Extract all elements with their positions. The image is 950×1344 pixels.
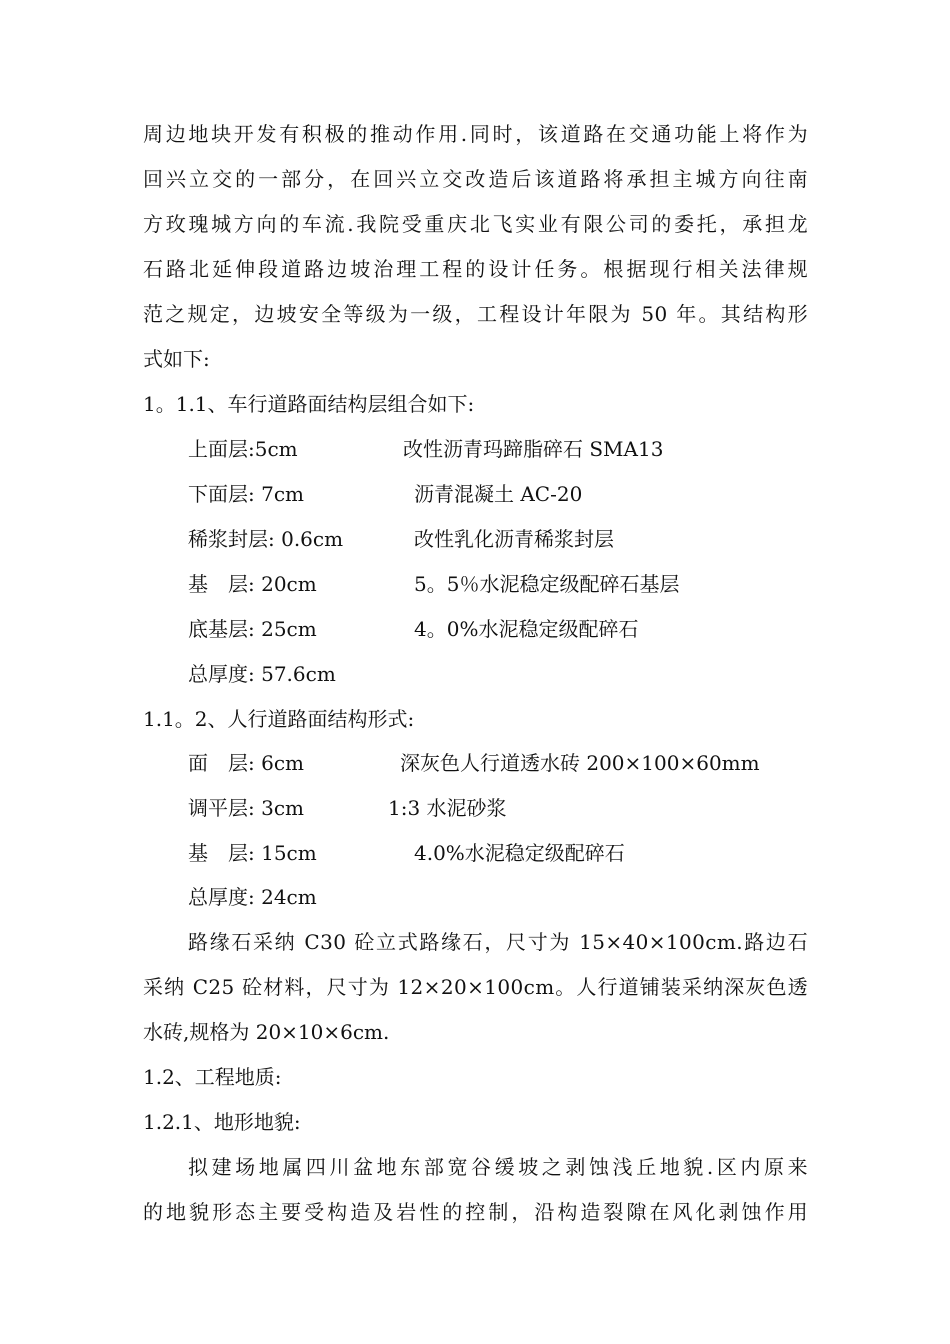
paragraph-line: 回兴立交的一部分，在回兴立交改造后该道路将承担主城方向往南: [143, 167, 808, 191]
structure-row: [188, 791, 828, 825]
layer-label: 基 层: 20cm: [188, 572, 317, 596]
total-label: 总厚度: 24cm: [188, 885, 317, 909]
layer-material: 4.0%水泥稳定级配碎石: [414, 841, 625, 865]
layer-material: 改性沥青玛蹄脂碎石 SMA13: [403, 437, 664, 461]
layer-material: 4。0%水泥稳定级配碎石: [414, 617, 639, 641]
structure-row: [188, 612, 828, 646]
structure-row: [188, 477, 828, 511]
structure-row: [188, 432, 828, 466]
paragraph-line: 的地貌形态主要受构造及岩性的控制，沿构造裂隙在风化剥蚀作用: [143, 1200, 808, 1224]
section-heading: 1.1。2、人行道路面结构形式:: [143, 707, 415, 731]
layer-label: 上面层:5cm: [188, 437, 298, 461]
section-heading: 1.2、工程地质:: [143, 1065, 282, 1089]
layer-material: 5。5％水泥稳定级配碎石基层: [414, 572, 680, 596]
layer-label: 下面层: 7cm: [188, 482, 304, 506]
paragraph-line: 范之规定，边坡安全等级为一级，工程设计年限为 50 年。其结构形: [143, 302, 808, 326]
total-thickness: [188, 880, 828, 914]
structure-row: [188, 836, 828, 870]
section-heading: 1.2.1、地形地貌:: [143, 1110, 301, 1134]
layer-material: 深灰色人行道透水砖 200×100×60mm: [400, 751, 760, 775]
layer-label: 面 层: 6cm: [188, 751, 304, 775]
paragraph-line: 采纳 C25 砼材料，尺寸为 12×20×100cm。人行道铺装采纳深灰色透: [143, 975, 808, 999]
total-thickness: [188, 657, 828, 691]
layer-material: 沥青混凝土 AC-20: [414, 482, 583, 506]
paragraph-line: 路缘石采纳 C30 砼立式路缘石，尺寸为 15×40×100cm.路边石: [188, 930, 808, 954]
layer-label: 基 层: 15cm: [188, 841, 317, 865]
structure-row: [188, 746, 828, 780]
layer-label: 稀浆封层: 0.6cm: [188, 527, 344, 551]
paragraph-line: 拟建场地属四川盆地东部宽谷缓坡之剥蚀浅丘地貌.区内原来: [188, 1155, 808, 1179]
structure-row: [188, 522, 828, 556]
paragraph-line: 水砖,规格为 20×10×6cm.: [143, 1020, 390, 1044]
paragraph-line: 周边地块开发有积极的推动作用.同时，该道路在交通功能上将作为: [143, 122, 808, 146]
layer-label: 底基层: 25cm: [188, 617, 317, 641]
structure-row: [188, 567, 828, 601]
layer-label: 调平层: 3cm: [188, 796, 304, 820]
paragraph-line: 石路北延伸段道路边坡治理工程的设计任务。根据现行相关法律规: [143, 257, 808, 281]
total-label: 总厚度: 57.6cm: [188, 662, 336, 686]
paragraph-line: 方玫瑰城方向的车流.我院受重庆北飞实业有限公司的委托，承担龙: [143, 212, 808, 236]
layer-material: 改性乳化沥青稀浆封层: [414, 527, 614, 551]
paragraph-line: 式如下:: [143, 347, 210, 371]
layer-material: 1:3 水泥砂浆: [388, 796, 507, 820]
section-heading: 1。1.1、车行道路面结构层组合如下:: [143, 392, 475, 416]
